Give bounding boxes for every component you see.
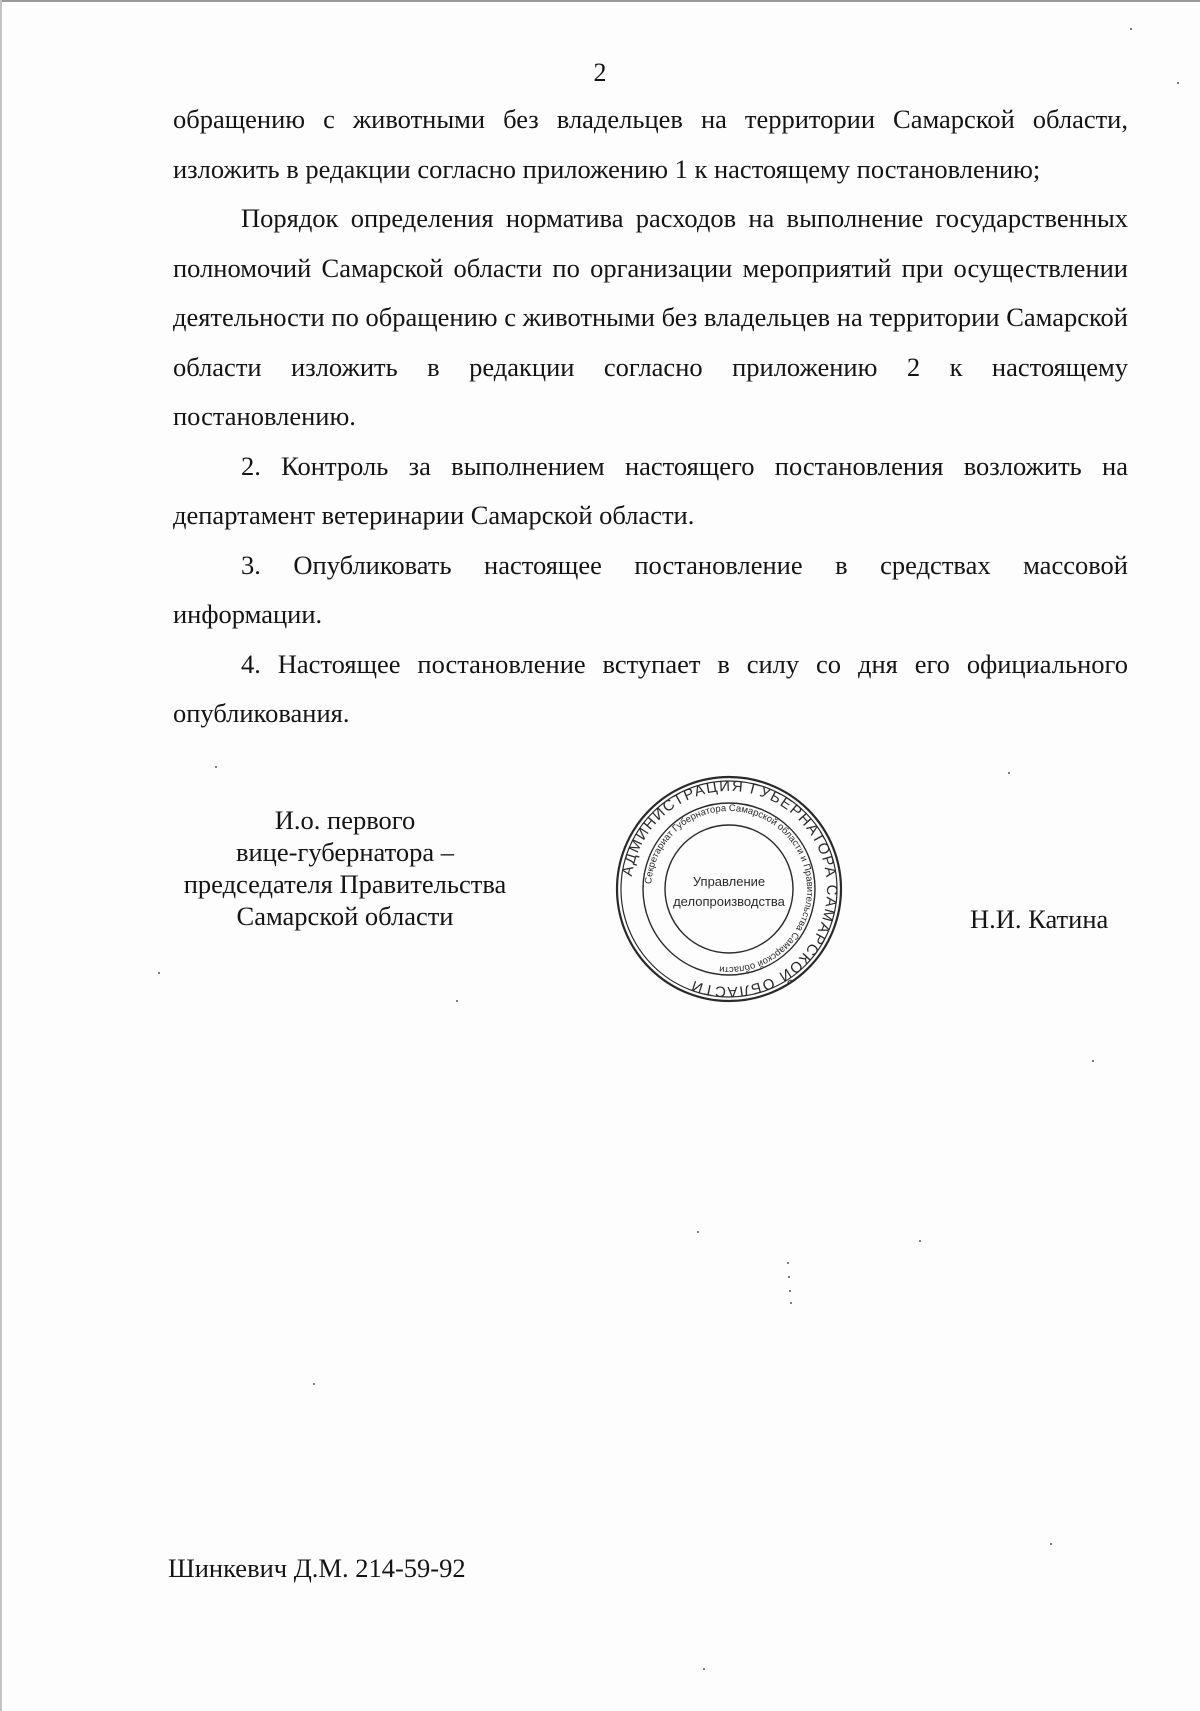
signer-title-line: И.о. первого — [274, 805, 416, 835]
body-text — [173, 95, 1128, 739]
scan-speck — [787, 1262, 789, 1264]
paragraph-item-3: 3. Опубликовать настоящее постановление в средствах массовой информации. — [173, 549, 1128, 629]
paragraph-item-2: 2. Контроль за выполнением настоящего постановления возложить на департамент ветеринарии Самарской области. — [173, 450, 1128, 530]
signer-title-line: Самарской области — [236, 901, 454, 931]
scan-speck — [788, 1276, 790, 1278]
scan-speck — [456, 1000, 458, 1002]
scan-speck — [1130, 28, 1132, 30]
scan-speck — [1050, 1543, 1052, 1545]
paragraph-continuation: обращению с животными без владельцев на территории Самарской области, изложить в редакции согласно приложению 1 к настоящему постановлению; — [173, 104, 1128, 184]
official-seal-stamp — [612, 772, 846, 1006]
signer-title-line: вице-губернатора – — [235, 837, 454, 867]
signer-name: Н.И. Катина — [970, 904, 1109, 934]
signer-title-line: председателя Правительства — [183, 869, 507, 899]
paragraph-procedure: Порядок определения норматива расходов на выполнение государственных полномочий Самарской области по организации мероприятий при осуществлении деятельности по обращению с животными без владельцев на территории Самарской области изложить в редакции согласно приложению 2 к настоящему постановлению. — [173, 203, 1128, 431]
scan-speck — [789, 1290, 791, 1292]
seal-inner-text: Секретариат Губернатора Самарской области и Правительства Самарской области — [643, 802, 816, 976]
scan-speck — [919, 1240, 921, 1242]
executor-contact: Шинкевич Д.М. 214-59-92 — [168, 1553, 466, 1583]
scan-speck — [158, 972, 160, 974]
scan-speck — [215, 766, 217, 768]
scan-speck — [790, 1302, 792, 1304]
page-number: 2 — [593, 58, 607, 87]
signer-title — [160, 804, 530, 932]
scan-speck — [1177, 82, 1179, 84]
seal-center-line2: делопроизводства — [673, 894, 785, 909]
scan-edge-left — [0, 0, 2, 1711]
paragraph-item-4: 4. Настоящее постановление вступает в силу со дня его официального опубликования. — [173, 648, 1128, 728]
seal-outer-text: АДМИНИСТРАЦИЯ ГУБЕРНАТОРА САМАРСКОЙ ОБЛАСТИ — [618, 777, 841, 1001]
seal-center-line1: Управление — [692, 874, 766, 889]
scan-edge-top — [0, 0, 1200, 2]
scan-speck — [703, 1668, 705, 1670]
scan-speck — [1092, 1060, 1094, 1062]
scan-speck — [313, 1383, 315, 1385]
scan-speck — [697, 1231, 699, 1233]
scan-speck — [1008, 772, 1010, 774]
